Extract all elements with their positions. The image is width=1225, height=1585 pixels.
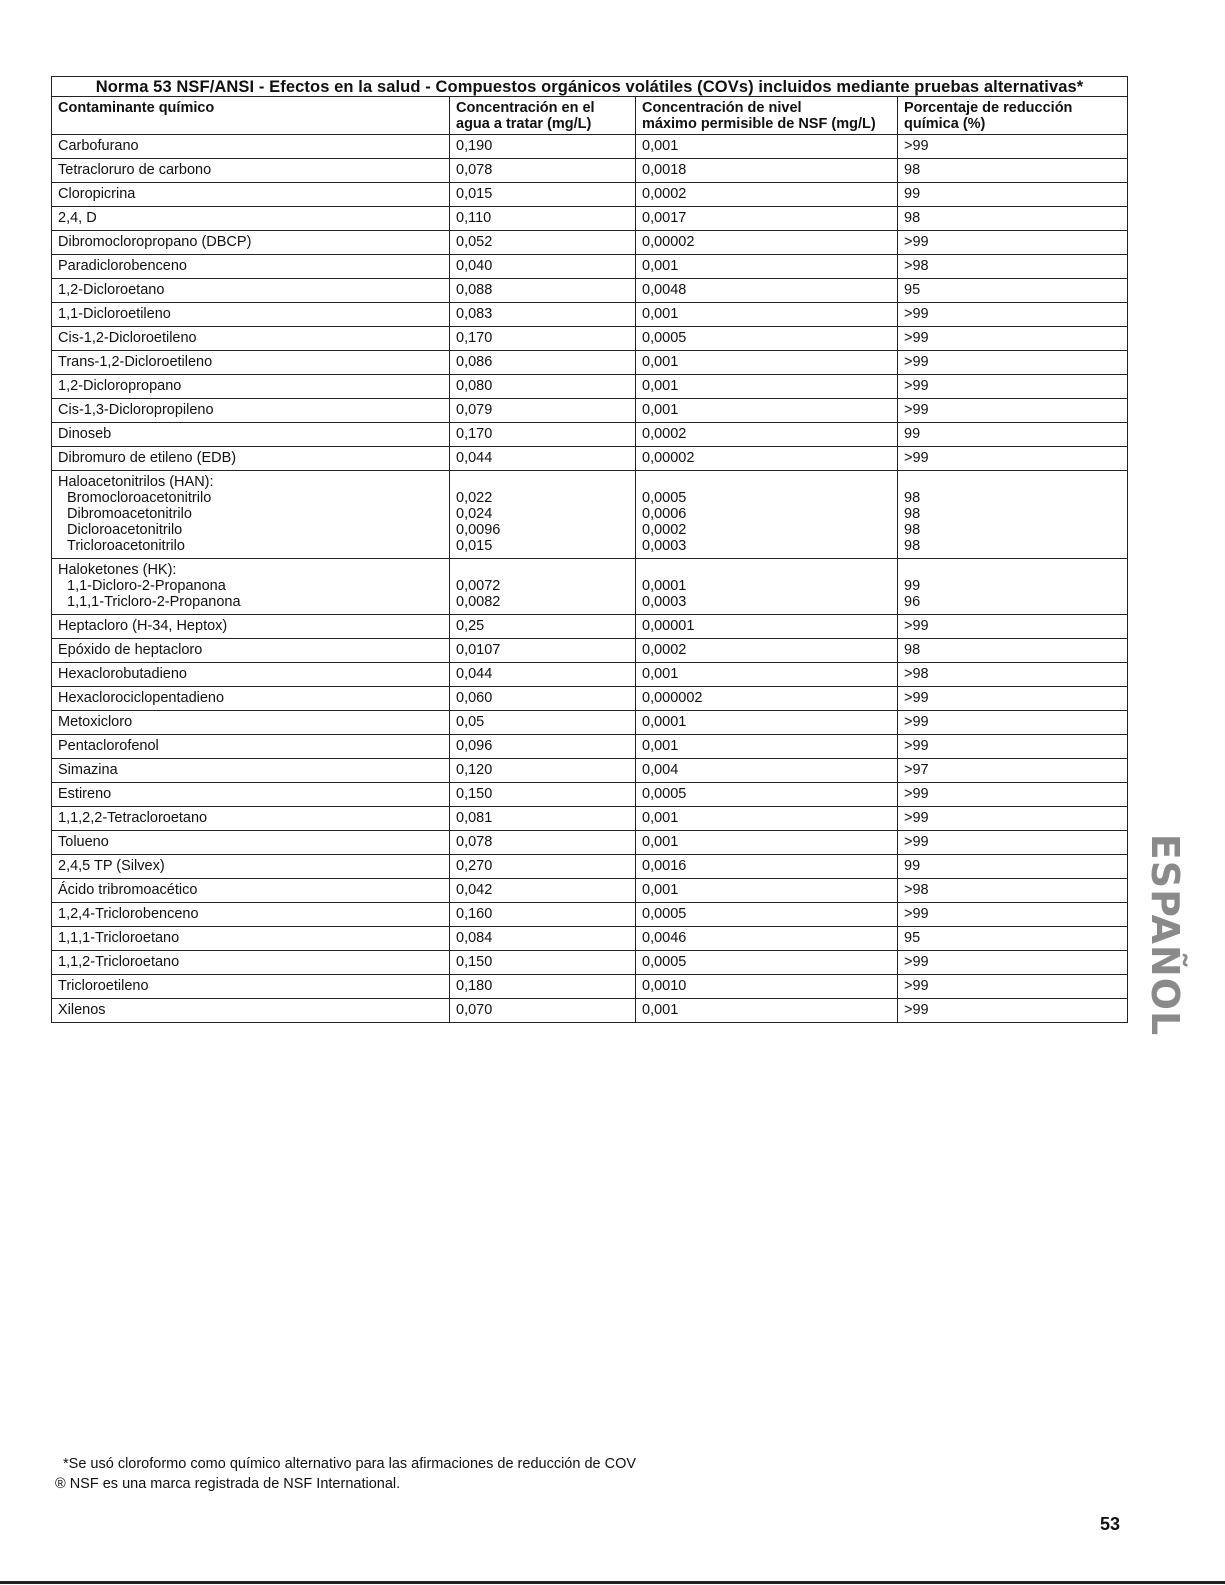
table-cell: 0,001 <box>636 807 898 831</box>
table-row-group <box>52 471 1128 559</box>
table-row <box>52 711 1128 735</box>
table-cell: 0,001 <box>636 999 898 1023</box>
contaminant-name: Hexaclorobutadieno <box>52 663 450 687</box>
contaminant-name: Hexaclorociclopentadieno <box>52 687 450 711</box>
table-row <box>52 255 1128 279</box>
sub-contaminant-name: Dibromoacetonitrilo <box>67 506 192 522</box>
sub-contaminant-name: Tricloroacetonitrilo <box>67 538 185 554</box>
contaminant-name: 2,4, D <box>52 207 450 231</box>
table-cell: 0,001 <box>636 831 898 855</box>
column-header-line: Porcentaje de reducción <box>904 100 1073 116</box>
table-cell: >99 <box>898 999 1128 1023</box>
sub-value: 0,0005 <box>642 490 687 506</box>
table-cell: 0,001 <box>636 135 898 159</box>
table-cell: 0,0046 <box>636 927 898 951</box>
table-cell: 99 <box>898 423 1128 447</box>
table-body <box>52 135 1128 1023</box>
table-cell: 0,086 <box>450 351 636 375</box>
table-row <box>52 807 1128 831</box>
contaminant-name: Cis-1,2-Dicloroetileno <box>52 327 450 351</box>
table-cell: 0,0002 <box>636 183 898 207</box>
sub-contaminant-name: Dicloroacetonitrilo <box>67 522 183 538</box>
contaminant-name: 1,1-Dicloroetileno <box>52 303 450 327</box>
group-spacer <box>904 562 1121 578</box>
sub-value: 98 <box>904 490 921 506</box>
table-cell: 98 <box>898 207 1128 231</box>
contaminant-group <box>52 471 450 559</box>
table-cell <box>636 559 898 615</box>
table-cell: 0,120 <box>450 759 636 783</box>
contaminant-table <box>51 76 1128 1023</box>
table-cell: >99 <box>898 807 1128 831</box>
column-header <box>636 97 898 135</box>
table-cell: 0,000002 <box>636 687 898 711</box>
table-row <box>52 879 1128 903</box>
column-header-line: máximo permisible de NSF (mg/L) <box>642 116 876 132</box>
table-cell: 0,001 <box>636 879 898 903</box>
contaminant-name: Tolueno <box>52 831 450 855</box>
table-cell: 0,170 <box>450 327 636 351</box>
table-cell: 0,060 <box>450 687 636 711</box>
sub-value: 0,024 <box>456 506 493 522</box>
column-header <box>450 97 636 135</box>
table-cell: 0,0016 <box>636 855 898 879</box>
sub-value: 98 <box>904 538 921 554</box>
table-row <box>52 423 1128 447</box>
table-cell: 98 <box>898 159 1128 183</box>
column-header <box>52 97 450 135</box>
table-cell: >99 <box>898 135 1128 159</box>
group-spacer <box>456 562 629 578</box>
table-row <box>52 183 1128 207</box>
table-cell: >97 <box>898 759 1128 783</box>
table-row <box>52 975 1128 999</box>
table-cell: 0,001 <box>636 303 898 327</box>
contaminant-name: Cis-1,3-Dicloropropileno <box>52 399 450 423</box>
table-row <box>52 687 1128 711</box>
column-header-line: Concentración en el <box>456 100 595 116</box>
table-cell: 0,0005 <box>636 951 898 975</box>
table-cell: >99 <box>898 735 1128 759</box>
table-row <box>52 351 1128 375</box>
column-header <box>898 97 1128 135</box>
sub-value: 0,0002 <box>642 522 687 538</box>
table-cell: 98 <box>898 639 1128 663</box>
table-cell: 0,001 <box>636 399 898 423</box>
table-cell <box>636 471 898 559</box>
table-cell: 0,05 <box>450 711 636 735</box>
table-title: Norma 53 NSF/ANSI - Efectos en la salud - Compuestos orgánicos volátiles (COVs) incluidos mediante pruebas alternativas* <box>52 77 1128 97</box>
table-cell: 0,170 <box>450 423 636 447</box>
table-cell: 0,052 <box>450 231 636 255</box>
table-cell: 95 <box>898 279 1128 303</box>
table-row <box>52 207 1128 231</box>
table-cell: >99 <box>898 231 1128 255</box>
group-spacer <box>642 562 891 578</box>
table-cell: 0,00001 <box>636 615 898 639</box>
table-cell: 0,0107 <box>450 639 636 663</box>
table-cell: 0,190 <box>450 135 636 159</box>
contaminant-name: Trans-1,2-Dicloroetileno <box>52 351 450 375</box>
table-cell: >99 <box>898 399 1128 423</box>
column-header-line: Contaminante químico <box>58 100 215 116</box>
table-cell: 0,079 <box>450 399 636 423</box>
table-cell: 0,001 <box>636 375 898 399</box>
table-cell: 0,004 <box>636 759 898 783</box>
table-cell: 0,001 <box>636 663 898 687</box>
footnote-alternate-chemical: *Se usó cloroformo como químico alternativo para las afirmaciones de reducción de COV <box>63 1456 637 1472</box>
table-row <box>52 951 1128 975</box>
sub-contaminant-name: 1,1,1-Tricloro-2-Propanona <box>67 594 241 610</box>
contaminant-name: 2,4,5 TP (Silvex) <box>52 855 450 879</box>
table-cell: 0,00002 <box>636 231 898 255</box>
table-row <box>52 735 1128 759</box>
contaminant-name: 1,1,1-Tricloroetano <box>52 927 450 951</box>
table-cell: 0,110 <box>450 207 636 231</box>
sub-contaminant-name: 1,1-Dicloro-2-Propanona <box>67 578 226 594</box>
table-row <box>52 783 1128 807</box>
table-cell: 99 <box>898 183 1128 207</box>
table-cell: >99 <box>898 783 1128 807</box>
sub-value: 96 <box>904 594 921 610</box>
group-heading: Haloacetonitrilos (HAN): <box>58 474 214 490</box>
table-cell: 0,078 <box>450 831 636 855</box>
table-cell: >99 <box>898 375 1128 399</box>
table-cell: >98 <box>898 879 1128 903</box>
table-cell <box>898 559 1128 615</box>
contaminant-name: 1,1,2-Tricloroetano <box>52 951 450 975</box>
bottom-rule <box>0 1581 1225 1584</box>
sub-value: 0,0001 <box>642 578 687 594</box>
table-cell: 0,270 <box>450 855 636 879</box>
table-cell: 0,180 <box>450 975 636 999</box>
table-cell: 0,0048 <box>636 279 898 303</box>
table-cell: 0,0005 <box>636 903 898 927</box>
sub-value: 0,015 <box>456 538 493 554</box>
table-cell: 99 <box>898 855 1128 879</box>
table-cell: >99 <box>898 951 1128 975</box>
group-spacer <box>456 474 629 490</box>
table-cell: >99 <box>898 327 1128 351</box>
group-spacer <box>642 474 891 490</box>
table-cell: 95 <box>898 927 1128 951</box>
table-cell <box>898 471 1128 559</box>
table-cell: >98 <box>898 255 1128 279</box>
contaminant-name: Epóxido de heptacloro <box>52 639 450 663</box>
contaminant-name: 1,2,4-Triclorobenceno <box>52 903 450 927</box>
table-cell: 0,080 <box>450 375 636 399</box>
table-row <box>52 615 1128 639</box>
language-label: ESPAÑOL <box>1143 833 1188 1037</box>
table-row <box>52 327 1128 351</box>
table-cell <box>450 559 636 615</box>
footnote-trademark: ® NSF es una marca registrada de NSF International. <box>55 1476 401 1492</box>
page-number: 53 <box>1100 1514 1121 1534</box>
sub-contaminant-name: Bromocloroacetonitrilo <box>67 490 212 506</box>
table-cell: 0,096 <box>450 735 636 759</box>
table-cell: 0,160 <box>450 903 636 927</box>
table-cell: 0,088 <box>450 279 636 303</box>
contaminant-name: 1,2-Dicloropropano <box>52 375 450 399</box>
table-cell: 0,001 <box>636 735 898 759</box>
contaminant-name: Tricloroetileno <box>52 975 450 999</box>
sub-value: 0,0082 <box>456 594 501 610</box>
language-side-tab <box>1143 815 1188 1055</box>
table-cell: 0,00002 <box>636 447 898 471</box>
table-cell: 0,0005 <box>636 783 898 807</box>
table-row <box>52 159 1128 183</box>
table-row <box>52 375 1128 399</box>
table-cell: >99 <box>898 687 1128 711</box>
table-cell: 0,25 <box>450 615 636 639</box>
table-cell: >99 <box>898 351 1128 375</box>
table-cell: 0,150 <box>450 783 636 807</box>
table-cell <box>450 471 636 559</box>
table-cell: 0,150 <box>450 951 636 975</box>
footnotes <box>55 1454 636 1494</box>
sub-value: 0,0096 <box>456 522 501 538</box>
table-row <box>52 927 1128 951</box>
table-cell: >99 <box>898 975 1128 999</box>
table-row <box>52 855 1128 879</box>
sub-value: 99 <box>904 578 921 594</box>
table-row <box>52 903 1128 927</box>
contaminant-name: Dinoseb <box>52 423 450 447</box>
column-header-line: química (%) <box>904 116 986 132</box>
sub-value: 0,0003 <box>642 538 687 554</box>
contaminant-name: Metoxicloro <box>52 711 450 735</box>
table-row <box>52 663 1128 687</box>
table-cell: 0,0002 <box>636 639 898 663</box>
contaminant-name: Cloropicrina <box>52 183 450 207</box>
table-row-group <box>52 559 1128 615</box>
table-cell: 0,084 <box>450 927 636 951</box>
table-row <box>52 279 1128 303</box>
contaminant-name: Dibromuro de etileno (EDB) <box>52 447 450 471</box>
table-cell: >99 <box>898 615 1128 639</box>
table-row <box>52 831 1128 855</box>
contaminant-name: Xilenos <box>52 999 450 1023</box>
table-row <box>52 303 1128 327</box>
contaminant-name: 1,1,2,2-Tetracloroetano <box>52 807 450 831</box>
table-cell: >99 <box>898 447 1128 471</box>
contaminant-group <box>52 559 450 615</box>
table-row <box>52 447 1128 471</box>
table-cell: 0,0018 <box>636 159 898 183</box>
table-cell: >99 <box>898 711 1128 735</box>
table-cell: 0,042 <box>450 879 636 903</box>
table-row <box>52 399 1128 423</box>
contaminant-name: Dibromocloropropano (DBCP) <box>52 231 450 255</box>
table-cell: >99 <box>898 303 1128 327</box>
contaminant-name: Heptacloro (H-34, Heptox) <box>52 615 450 639</box>
table-cell: 0,0010 <box>636 975 898 999</box>
table-row <box>52 639 1128 663</box>
sub-value: 98 <box>904 506 921 522</box>
table-cell: 0,083 <box>450 303 636 327</box>
table-cell: >99 <box>898 903 1128 927</box>
table-cell: 0,070 <box>450 999 636 1023</box>
column-header-line: agua a tratar (mg/L) <box>456 116 592 132</box>
contaminant-name: Paradiclorobenceno <box>52 255 450 279</box>
contaminant-name: 1,2-Dicloroetano <box>52 279 450 303</box>
table-cell: 0,0002 <box>636 423 898 447</box>
sub-value: 0,0006 <box>642 506 687 522</box>
table-cell: >99 <box>898 831 1128 855</box>
contaminant-name: Simazina <box>52 759 450 783</box>
table-cell: 0,081 <box>450 807 636 831</box>
table-row <box>52 759 1128 783</box>
sub-value: 98 <box>904 522 921 538</box>
column-header-row <box>52 97 1128 135</box>
table-cell: 0,044 <box>450 447 636 471</box>
table-cell: 0,0017 <box>636 207 898 231</box>
table-row <box>52 135 1128 159</box>
table-cell: 0,0005 <box>636 327 898 351</box>
group-spacer <box>904 474 1121 490</box>
column-header-line: Concentración de nivel <box>642 100 802 116</box>
table-cell: 0,001 <box>636 255 898 279</box>
table-row <box>52 231 1128 255</box>
contaminant-name: Tetracloruro de carbono <box>52 159 450 183</box>
sub-value: 0,0003 <box>642 594 687 610</box>
contaminant-name: Ácido tribromoacético <box>52 879 450 903</box>
table-cell: >98 <box>898 663 1128 687</box>
sub-value: 0,0072 <box>456 578 501 594</box>
contaminant-name: Pentaclorofenol <box>52 735 450 759</box>
sub-value: 0,022 <box>456 490 493 506</box>
table-cell: 0,078 <box>450 159 636 183</box>
group-heading: Haloketones (HK): <box>58 562 177 578</box>
table-cell: 0,015 <box>450 183 636 207</box>
table-cell: 0,001 <box>636 351 898 375</box>
table-cell: 0,0001 <box>636 711 898 735</box>
table-row <box>52 999 1128 1023</box>
table-cell: 0,040 <box>450 255 636 279</box>
contaminant-name: Estireno <box>52 783 450 807</box>
contaminant-name: Carbofurano <box>52 135 450 159</box>
table-cell: 0,044 <box>450 663 636 687</box>
